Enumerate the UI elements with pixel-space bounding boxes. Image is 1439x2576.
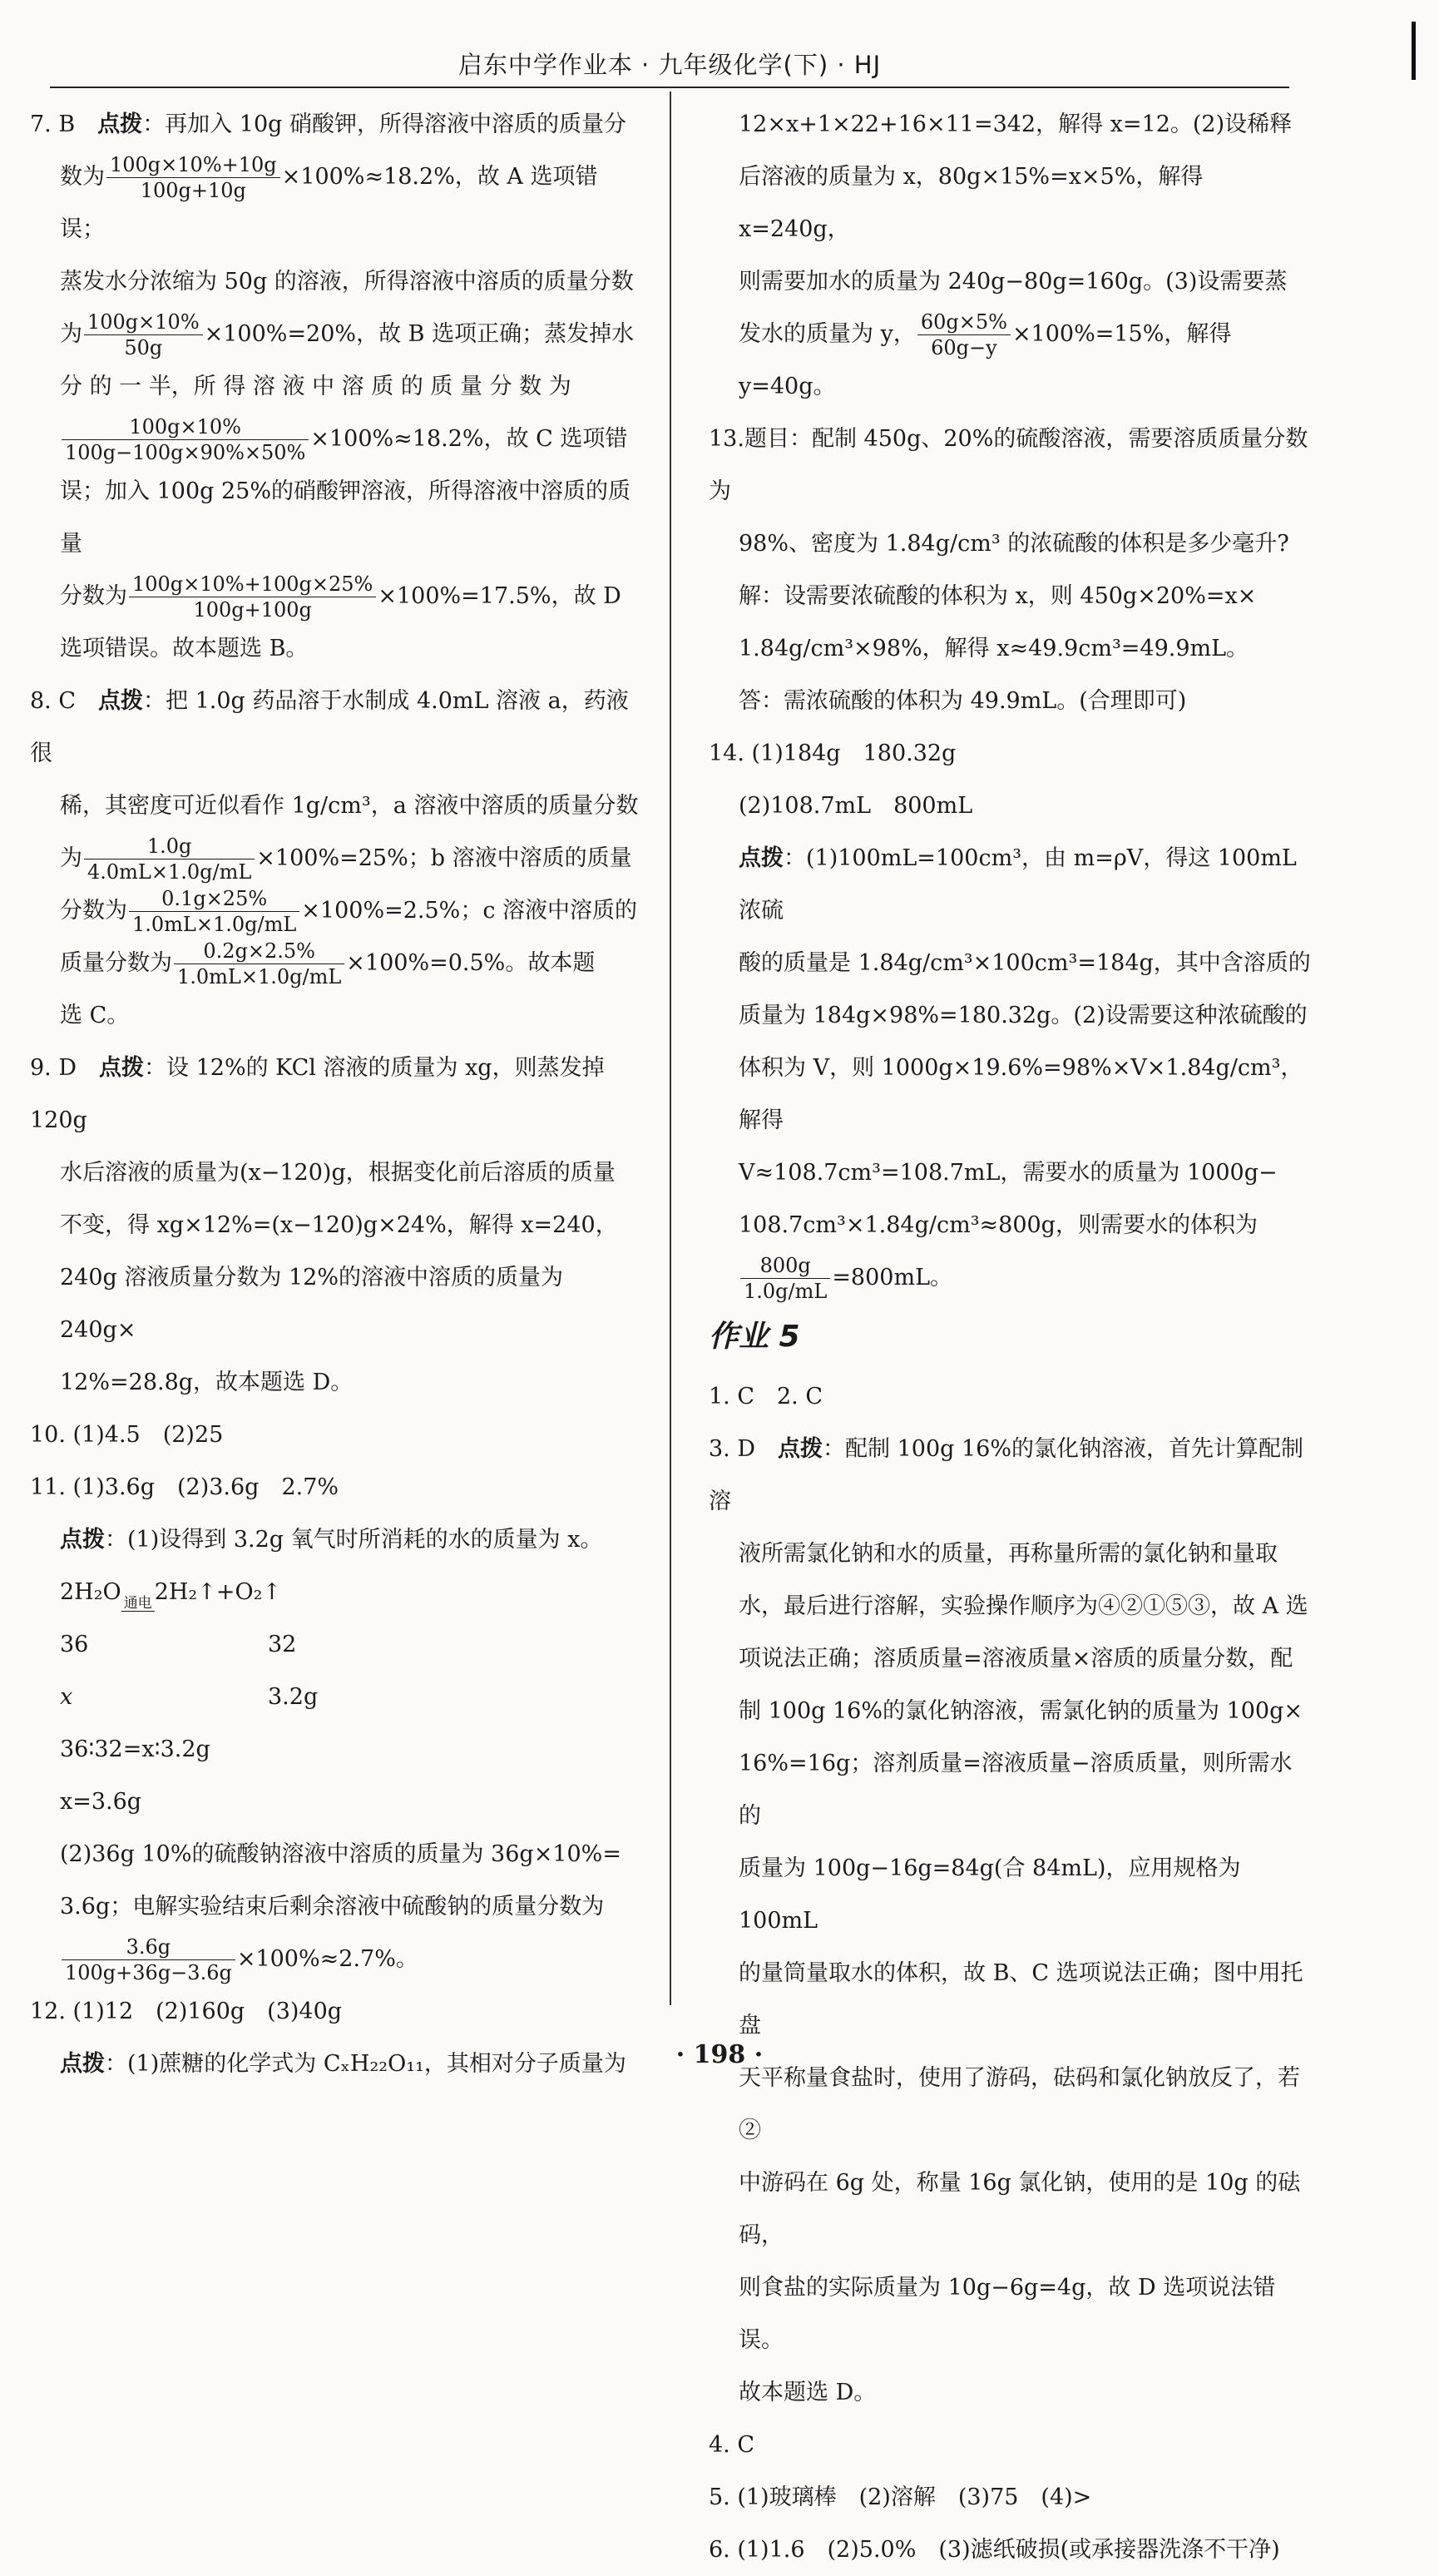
q7-line9: 选项错误。故本题选 B。 [60, 636, 309, 661]
q14-answer2: (2)108.7mL 800mL [739, 793, 973, 819]
q7-line3: 蒸发水分浓缩为 50g 的溶液，所得溶液中溶质的质量分数 [60, 269, 634, 295]
fraction: $\frac{60g\times 5\%}{60g-y}$ [917, 310, 1011, 360]
q8-line5: 质量分数为 $\frac{0.2g\times 2.5\%}{1.0mL\times 1.0g/mL}$ ×100%=0.5%。故本题 [60, 939, 596, 988]
w5-q3-line1: 3. D 点拨：配制 100g 16%的氯化钠溶液，首先计算配制溶 [709, 1436, 1303, 1514]
w5-q3-line9: 天平称量食盐时，使用了游码，砝码和氯化钠放反了，若② [739, 2065, 1300, 2143]
q7-line4: 为 $\frac{100g\times 10\%}{50g}$ ×100%=20%，故 B 选项正确；蒸发掉水 [60, 310, 635, 359]
w5-q3-line12: 故本题选 D。 [739, 2380, 877, 2405]
q14-hint-line6: 108.7cm³×1.84g/cm³≈800g，则需要水的体积为 [739, 1212, 1258, 1238]
header-rule [50, 87, 1289, 88]
q8-line2: 稀，其密度可近似看作 1g/cm³，a 溶液中溶质的质量分数 [60, 793, 639, 819]
q14-hint-line4: 体积为 V，则 1000g×19.6%=98%×V×1.84g/cm³，解得 [739, 1055, 1303, 1133]
q12-cont-line3: 则需要加水的质量为 240g−80g=160g。(3)设需要蒸 [739, 269, 1288, 295]
fraction: $\frac{800g}{1.0g/mL}$ [740, 1253, 830, 1304]
w5-q3-line6: 16%=16g；溶剂质量=溶液质量−溶质质量，则所需水的 [739, 1751, 1293, 1829]
q11-part2-line1: (2)36g 10%的硫酸钠溶液中溶质的质量为 36g×10%= [60, 1841, 621, 1867]
q12-cont-line1: 12×x+1×22+16×11=342，解得 x=12。(2)设稀释 [739, 111, 1293, 137]
q14-hint-line2: 酸的质量是 1.84g/cm³×100cm³=184g，其中含溶质的 [739, 950, 1311, 976]
q11-result: x=3.6g [60, 1789, 142, 1815]
q9-line5: 12%=28.8g，故本题选 D。 [60, 1370, 354, 1395]
w5-q3-line4: 项说法正确；溶质质量=溶液质量×溶质的质量分数，配 [739, 1646, 1293, 1672]
q14-hint-line1: 点拨：(1)100mL=100cm³，由 m=ρV，得这 100mL 浓硫 [739, 845, 1297, 924]
q11-masses: 36 32 [60, 1632, 297, 1657]
q13-line2: 98%、密度为 1.84g/cm³ 的浓硫酸的体积是多少毫升? [739, 531, 1289, 557]
q14-hint-line3: 质量为 184g×98%=180.32g。(2)设需要这种浓硫酸的 [739, 1003, 1308, 1028]
w5-q3-line2: 液所需氯化钠和水的质量，再称量所需的氯化钠和量取 [739, 1541, 1278, 1567]
q7-line1: 7. B 点拨：再加入 10g 硝酸钾，所得溶液中溶质的质量分 [30, 111, 626, 137]
q7-line6: $\frac{100g\times 10\%}{100g-100g\times 90\%\times 50\%}$ ×100%≈18.2%，故 C 选项错 [30, 413, 641, 465]
q11-equation: 2H₂O 通电 2H₂↑+O₂↑ [30, 1566, 641, 1618]
q11-ratio: 36∶32=x∶3.2g [60, 1736, 210, 1762]
w5-q3-line10: 中游码在 6g 处，称量 16g 氯化钠，使用的是 10g 的砝码， [739, 2170, 1301, 2248]
q7-line8: 分数为 $\frac{100g\times 10\%+100g\times 25\%}{100g+100g}$ ×100%=17.5%，故 D [60, 572, 621, 622]
q14-hint-line5: V≈108.7cm³=108.7mL，需要水的质量为 1000g− [739, 1160, 1278, 1186]
fraction: $\frac{100g\times 10\%+10g}{100g+10g}$ [106, 152, 280, 203]
q8-line6: 选 C。 [60, 1003, 130, 1028]
q12-answer: 12. (1)12 (2)160g (3)40g [30, 1999, 343, 2024]
q7-line2: 数为 $\frac{100g\times 10\%+10g}{100g+10g}$ ×100%≈18.2%，故 A 选项错误； [60, 153, 598, 242]
q10-answer: 10. (1)4.5 (2)25 [30, 1422, 224, 1448]
fraction: $\frac{1.0g}{4.0mL\times 1.0g/mL}$ [84, 834, 255, 884]
q8-line1: 8. C 点拨：把 1.0g 药品溶于水制成 4.0mL 溶液 a，药液很 [30, 688, 629, 766]
q14-hint-line7: $\frac{800g}{1.0g/mL}$ =800mL。 [709, 1251, 1314, 1304]
q13-line4: 1.84g/cm³×98%，解得 x≈49.9cm³=49.9mL。 [739, 636, 1249, 661]
w5-answer-4: 4. C [709, 2432, 755, 2458]
q11-hint: 点拨：(1)设得到 3.2g 氧气时所消耗的水的质量为 x。 [60, 1527, 603, 1553]
fraction: $\frac{100g\times 10\%}{50g}$ [84, 310, 203, 360]
w5-q3-line5: 制 100g 16%的氯化钠溶液，需氯化钠的质量为 100g× [739, 1698, 1303, 1724]
fraction: $\frac{0.2g\times 2.5\%}{1.0mL\times 1.0g/mL}$ [174, 939, 344, 989]
q9-line4: 240g 溶液质量分数为 12%的溶液中溶质的质量为 240g× [60, 1265, 563, 1343]
q8-line4: 分数为 $\frac{0.1g\times 25\%}{1.0mL\times 1.0g/mL}$ ×100%=2.5%；c 溶液中溶质的 [60, 887, 638, 936]
right-column [709, 98, 1314, 2576]
w5-q3-line8: 的量筒量取水的体积，故 B、C 选项说法正确；图中用托盘 [739, 1960, 1303, 2039]
q11-part2-line3: $\frac{3.6g}{100g+36g-3.6g}$ ×100%≈2.7%。 [30, 1933, 641, 1985]
q13-line1: 13.题目：配制 450g、20%的硫酸溶液，需要溶质质量分数为 [709, 426, 1308, 504]
left-column [30, 98, 641, 2090]
q14-answer1: 14. (1)184g 180.32g [709, 741, 957, 766]
q11-values: x 3.2g [60, 1684, 319, 1710]
section-title-homework5: 作业 5 [709, 1320, 800, 1354]
w5-answers-1-2: 1. C 2. C [709, 1384, 823, 1409]
fraction: $\frac{0.1g\times 25\%}{1.0mL\times 1.0g/mL}$ [129, 886, 299, 937]
q12-cont-line4: 发水的质量为 y， $\frac{60g\times 5\%}{60g-y}$ ×100%=15%，解得 y=40g。 [739, 310, 1232, 399]
w5-q3-line3: 水，最后进行溶解，实验操作顺序为④②①⑤③，故 A 选 [739, 1593, 1308, 1619]
q11-part2-line2: 3.6g；电解实验结束后剩余溶液中硫酸钠的质量分数为 [60, 1894, 605, 1920]
q13-line3: 解：设需要浓硫酸的体积为 x，则 450g×20%=x× [739, 583, 1257, 609]
page-header: 启东中学作业本 · 九年级化学(下) · HJ [457, 51, 882, 79]
q9-line3: 不变，得 xg×12%=(x−120)g×24%，解得 x=240， [60, 1212, 618, 1238]
w5-q3-line11: 则食盐的实际质量为 10g−6g=4g，故 D 选项说法错误。 [739, 2275, 1276, 2353]
fraction: $\frac{3.6g}{100g+36g-3.6g}$ [62, 1934, 235, 1985]
fraction: $\frac{100g\times 10\%}{100g-100g\times 90\%\times 50\%}$ [62, 414, 309, 465]
w5-answer-6: 6. (1)1.6 (2)5.0% (3)滤纸破损(或承接器洗涤不干净) [709, 2537, 1280, 2563]
w5-q3-line7: 质量为 100g−16g=84g(合 84mL)，应用规格为 100mL [739, 1855, 1241, 1934]
q12-hint: 点拨：(1)蔗糖的化学式为 CₓH₂₂O₁₁，其相对分子质量为 [60, 2051, 626, 2077]
page-number: · 198 · [675, 2040, 764, 2069]
column-divider [670, 92, 671, 2005]
q9-line2: 水后溶液的质量为(x−120)g，根据变化前后溶质的质量 [60, 1160, 616, 1186]
edge-mark [1412, 22, 1416, 80]
reaction-condition: 通电 [121, 1596, 155, 1618]
w5-answer-5: 5. (1)玻璃棒 (2)溶解 (3)75 (4)> [709, 2484, 1092, 2510]
q11-answer: 11. (1)3.6g (2)3.6g 2.7% [30, 1474, 339, 1500]
q7-line7: 误；加入 100g 25%的硝酸钾溶液，所得溶液中溶质的质量 [60, 478, 630, 557]
q12-cont-line2: 后溶液的质量为 x，80g×15%=x×5%，解得 x=240g， [739, 164, 1204, 242]
q9-line1: 9. D 点拨：设 12%的 KCl 溶液的质量为 xg，则蒸发掉 120g [30, 1055, 605, 1133]
q8-line3: 为 $\frac{1.0g}{4.0mL\times 1.0g/mL}$ ×100%=25%；b 溶液中溶质的质量 [60, 835, 632, 884]
q13-line5: 答：需浓硫酸的体积为 49.9mL。(合理即可) [739, 688, 1187, 714]
fraction: $\frac{100g\times 10\%+100g\times 25\%}{100g+100g}$ [129, 572, 376, 622]
q7-line5: 分 的 一 半，所 得 溶 液 中 溶 质 的 质 量 分 数 为 [60, 374, 571, 399]
